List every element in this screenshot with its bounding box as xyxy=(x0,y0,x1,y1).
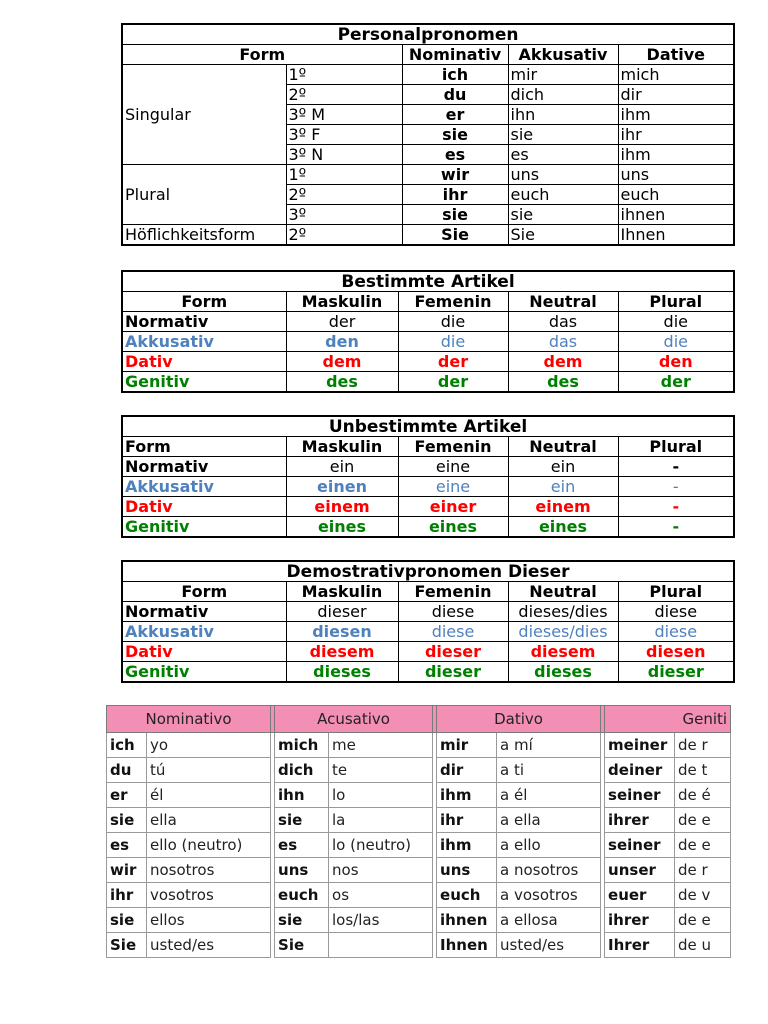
akkusativ-cell: euch xyxy=(508,185,618,205)
akkusativ-cell: mir xyxy=(508,65,618,85)
person-cell: 3º M xyxy=(286,105,402,125)
case-label-normativ: Normativ xyxy=(122,602,286,622)
nominativ-cell: ihr xyxy=(402,185,508,205)
dative-cell: euch xyxy=(618,185,734,205)
pronoun-cell: dieser xyxy=(398,662,508,683)
article-cell: ein xyxy=(508,477,618,497)
genitivo-de-cell: ihrer xyxy=(605,908,675,933)
dative-cell: mich xyxy=(618,65,734,85)
acusativo-de-cell: Sie xyxy=(275,933,329,958)
dativo-de-cell: ihnen xyxy=(437,908,497,933)
dativo-es-cell: a nosotros xyxy=(497,858,601,883)
header-maskulin: Maskulin xyxy=(286,437,398,457)
case-label-genitiv: Genitiv xyxy=(122,372,286,393)
nominativo-de-cell: sie xyxy=(107,808,147,833)
akkusativ-cell: sie xyxy=(508,205,618,225)
header-nominativo: Nominativo xyxy=(107,706,271,733)
personalpronomen-table xyxy=(121,23,735,246)
nominativo-de-cell: er xyxy=(107,783,147,808)
group-label-singular: Singular xyxy=(122,65,286,165)
article-cell: dem xyxy=(508,352,618,372)
article-cell: eine xyxy=(398,457,508,477)
header-genitivo: Geniti xyxy=(605,706,731,733)
table-row xyxy=(107,833,731,858)
table-row xyxy=(107,733,731,758)
dativo-es-cell: a ella xyxy=(497,808,601,833)
header-acusativo: Acusativo xyxy=(275,706,433,733)
article-cell: einem xyxy=(286,497,398,517)
pronoun-cell: diesem xyxy=(286,642,398,662)
case-label-dativ: Dativ xyxy=(122,497,286,517)
genitivo-es-cell: de u xyxy=(675,933,731,958)
dative-cell: ihr xyxy=(618,125,734,145)
article-cell: - xyxy=(618,477,734,497)
header-nominativ: Nominativ xyxy=(402,45,508,65)
header-femenin: Femenin xyxy=(398,437,508,457)
genitivo-de-cell: seiner xyxy=(605,833,675,858)
case-label-dativ: Dativ xyxy=(122,352,286,372)
table-row xyxy=(107,808,731,833)
header-dative: Dative xyxy=(618,45,734,65)
case-label-akkusativ: Akkusativ xyxy=(122,477,286,497)
article-cell: ein xyxy=(508,457,618,477)
acusativo-es-cell: me xyxy=(329,733,433,758)
demostrativpronomen-table xyxy=(121,560,735,683)
nominativo-de-cell: Sie xyxy=(107,933,147,958)
nominativo-de-cell: sie xyxy=(107,908,147,933)
header-form: Form xyxy=(122,582,286,602)
article-cell: einen xyxy=(286,477,398,497)
acusativo-es-cell: los/las xyxy=(329,908,433,933)
header-maskulin: Maskulin xyxy=(286,582,398,602)
acusativo-de-cell: ihn xyxy=(275,783,329,808)
dativo-es-cell: a mí xyxy=(497,733,601,758)
akkusativ-cell: ihn xyxy=(508,105,618,125)
pronoun-cell: dieser xyxy=(618,662,734,683)
pronoun-cell: diese xyxy=(398,602,508,622)
nominativ-cell: ich xyxy=(402,65,508,85)
pronoun-cell: dieser xyxy=(398,642,508,662)
article-cell: - xyxy=(618,497,734,517)
table-row xyxy=(107,908,731,933)
nominativ-cell: es xyxy=(402,145,508,165)
nominativo-es-cell: tú xyxy=(147,758,271,783)
nominativo-es-cell: nosotros xyxy=(147,858,271,883)
nominativo-es-cell: yo xyxy=(147,733,271,758)
genitivo-de-cell: seiner xyxy=(605,783,675,808)
genitivo-de-cell: deiner xyxy=(605,758,675,783)
nominativo-de-cell: es xyxy=(107,833,147,858)
article-cell: die xyxy=(398,332,508,352)
person-cell: 1º xyxy=(286,165,402,185)
nominativo-es-cell: él xyxy=(147,783,271,808)
akkusativ-cell: es xyxy=(508,145,618,165)
article-cell: die xyxy=(618,312,734,332)
pronoun-cell: dieses/dies xyxy=(508,622,618,642)
pronoun-cell: dieses/dies xyxy=(508,602,618,622)
dativo-es-cell: a él xyxy=(497,783,601,808)
dative-cell: ihm xyxy=(618,145,734,165)
acusativo-de-cell: mich xyxy=(275,733,329,758)
table-row xyxy=(107,858,731,883)
article-cell: die xyxy=(398,312,508,332)
article-cell: des xyxy=(286,372,398,393)
acusativo-de-cell: dich xyxy=(275,758,329,783)
group-label-hoeflichkeitsform: Höflichkeitsform xyxy=(122,225,286,246)
genitivo-es-cell: de r xyxy=(675,733,731,758)
acusativo-de-cell: euch xyxy=(275,883,329,908)
genitivo-de-cell: ihrer xyxy=(605,808,675,833)
header-femenin: Femenin xyxy=(398,292,508,312)
article-cell: der xyxy=(398,372,508,393)
pronoun-cell: dieses xyxy=(286,662,398,683)
dativo-de-cell: uns xyxy=(437,858,497,883)
acusativo-de-cell: sie xyxy=(275,908,329,933)
dative-cell: ihm xyxy=(618,105,734,125)
nominativ-cell: sie xyxy=(402,125,508,145)
nominativ-cell: du xyxy=(402,85,508,105)
case-label-genitiv: Genitiv xyxy=(122,517,286,538)
case-label-akkusativ: Akkusativ xyxy=(122,332,286,352)
article-cell: eines xyxy=(286,517,398,538)
article-cell: - xyxy=(618,457,734,477)
akkusativ-cell: uns xyxy=(508,165,618,185)
pronoun-cell: dieses xyxy=(508,662,618,683)
dativo-es-cell: usted/es xyxy=(497,933,601,958)
header-form: Form xyxy=(122,437,286,457)
dativo-es-cell: a ello xyxy=(497,833,601,858)
dativo-de-cell: ihm xyxy=(437,783,497,808)
acusativo-de-cell: sie xyxy=(275,808,329,833)
person-cell: 2º xyxy=(286,85,402,105)
header-form: Form xyxy=(122,292,286,312)
nominativ-cell: Sie xyxy=(402,225,508,246)
case-label-akkusativ: Akkusativ xyxy=(122,622,286,642)
article-cell: das xyxy=(508,312,618,332)
acusativo-es-cell: os xyxy=(329,883,433,908)
article-cell: das xyxy=(508,332,618,352)
header-maskulin: Maskulin xyxy=(286,292,398,312)
dativo-de-cell: Ihnen xyxy=(437,933,497,958)
dative-cell: dir xyxy=(618,85,734,105)
pronoun-cell: diese xyxy=(618,602,734,622)
article-cell: den xyxy=(618,352,734,372)
genitivo-es-cell: de r xyxy=(675,858,731,883)
genitivo-de-cell: Ihrer xyxy=(605,933,675,958)
person-cell: 3º F xyxy=(286,125,402,145)
dativo-de-cell: mir xyxy=(437,733,497,758)
genitivo-es-cell: de v xyxy=(675,883,731,908)
header-neutral: Neutral xyxy=(508,292,618,312)
personalpronomen-title: Personalpronomen xyxy=(122,24,734,45)
acusativo-de-cell: uns xyxy=(275,858,329,883)
table-row xyxy=(107,883,731,908)
header-femenin: Femenin xyxy=(398,582,508,602)
group-label-plural: Plural xyxy=(122,165,286,225)
spanish-translation-table xyxy=(106,705,731,958)
dativo-es-cell: a ellosa xyxy=(497,908,601,933)
table-row xyxy=(107,783,731,808)
article-cell: eines xyxy=(398,517,508,538)
acusativo-de-cell: es xyxy=(275,833,329,858)
dativo-es-cell: a vosotros xyxy=(497,883,601,908)
nominativo-es-cell: vosotros xyxy=(147,883,271,908)
article-cell: die xyxy=(618,332,734,352)
genitivo-es-cell: de t xyxy=(675,758,731,783)
dative-cell: uns xyxy=(618,165,734,185)
header-plural: Plural xyxy=(618,437,734,457)
pronoun-cell: dieser xyxy=(286,602,398,622)
genitivo-de-cell: euer xyxy=(605,883,675,908)
nominativ-cell: wir xyxy=(402,165,508,185)
article-cell: - xyxy=(618,517,734,538)
nominativ-cell: er xyxy=(402,105,508,125)
article-cell: der xyxy=(286,312,398,332)
header-neutral: Neutral xyxy=(508,437,618,457)
nominativo-de-cell: du xyxy=(107,758,147,783)
article-cell: der xyxy=(398,352,508,372)
genitivo-es-cell: de e xyxy=(675,833,731,858)
nominativo-de-cell: wir xyxy=(107,858,147,883)
case-label-dativ: Dativ xyxy=(122,642,286,662)
acusativo-es-cell: la xyxy=(329,808,433,833)
genitivo-de-cell: meiner xyxy=(605,733,675,758)
bestimmte-artikel-table xyxy=(121,270,735,393)
acusativo-es-cell xyxy=(329,933,433,958)
nominativo-de-cell: ich xyxy=(107,733,147,758)
bestimmte-artikel-title: Bestimmte Artikel xyxy=(122,271,734,292)
article-cell: einem xyxy=(508,497,618,517)
acusativo-es-cell: nos xyxy=(329,858,433,883)
pronoun-cell: diese xyxy=(398,622,508,642)
article-cell: den xyxy=(286,332,398,352)
akkusativ-cell: sie xyxy=(508,125,618,145)
article-cell: eines xyxy=(508,517,618,538)
genitivo-es-cell: de e xyxy=(675,908,731,933)
unbestimmte-artikel-title: Unbestimmte Artikel xyxy=(122,416,734,437)
dativo-de-cell: euch xyxy=(437,883,497,908)
dativo-de-cell: ihm xyxy=(437,833,497,858)
nominativo-es-cell: ellos xyxy=(147,908,271,933)
person-cell: 3º xyxy=(286,205,402,225)
demostrativpronomen-title: Demostrativpronomen Dieser xyxy=(122,561,734,582)
unbestimmte-artikel-table xyxy=(121,415,735,538)
dativo-de-cell: dir xyxy=(437,758,497,783)
nominativ-cell: sie xyxy=(402,205,508,225)
header-form: Form xyxy=(122,45,402,65)
pronoun-cell: diesen xyxy=(286,622,398,642)
pronoun-cell: diese xyxy=(618,622,734,642)
person-cell: 3º N xyxy=(286,145,402,165)
case-label-normativ: Normativ xyxy=(122,312,286,332)
nominativo-es-cell: usted/es xyxy=(147,933,271,958)
header-akkusativ: Akkusativ xyxy=(508,45,618,65)
article-cell: dem xyxy=(286,352,398,372)
person-cell: 1º xyxy=(286,65,402,85)
dative-cell: ihnen xyxy=(618,205,734,225)
akkusativ-cell: dich xyxy=(508,85,618,105)
dativo-es-cell: a ti xyxy=(497,758,601,783)
dative-cell: Ihnen xyxy=(618,225,734,246)
header-plural: Plural xyxy=(618,292,734,312)
pronoun-cell: diesem xyxy=(508,642,618,662)
case-label-genitiv: Genitiv xyxy=(122,662,286,683)
acusativo-es-cell: lo xyxy=(329,783,433,808)
table-row xyxy=(107,933,731,958)
akkusativ-cell: Sie xyxy=(508,225,618,246)
dativo-de-cell: ihr xyxy=(437,808,497,833)
article-cell: ein xyxy=(286,457,398,477)
nominativo-es-cell: ello (neutro) xyxy=(147,833,271,858)
nominativo-de-cell: ihr xyxy=(107,883,147,908)
article-cell: eine xyxy=(398,477,508,497)
case-label-normativ: Normativ xyxy=(122,457,286,477)
genitivo-es-cell: de e xyxy=(675,808,731,833)
genitivo-es-cell: de é xyxy=(675,783,731,808)
article-cell: der xyxy=(618,372,734,393)
table-row xyxy=(107,758,731,783)
header-neutral: Neutral xyxy=(508,582,618,602)
pronoun-cell: diesen xyxy=(618,642,734,662)
article-cell: einer xyxy=(398,497,508,517)
genitivo-de-cell: unser xyxy=(605,858,675,883)
article-cell: des xyxy=(508,372,618,393)
person-cell: 2º xyxy=(286,185,402,205)
acusativo-es-cell: lo (neutro) xyxy=(329,833,433,858)
acusativo-es-cell: te xyxy=(329,758,433,783)
nominativo-es-cell: ella xyxy=(147,808,271,833)
header-plural: Plural xyxy=(618,582,734,602)
person-cell: 2º xyxy=(286,225,402,246)
header-dativo: Dativo xyxy=(437,706,601,733)
